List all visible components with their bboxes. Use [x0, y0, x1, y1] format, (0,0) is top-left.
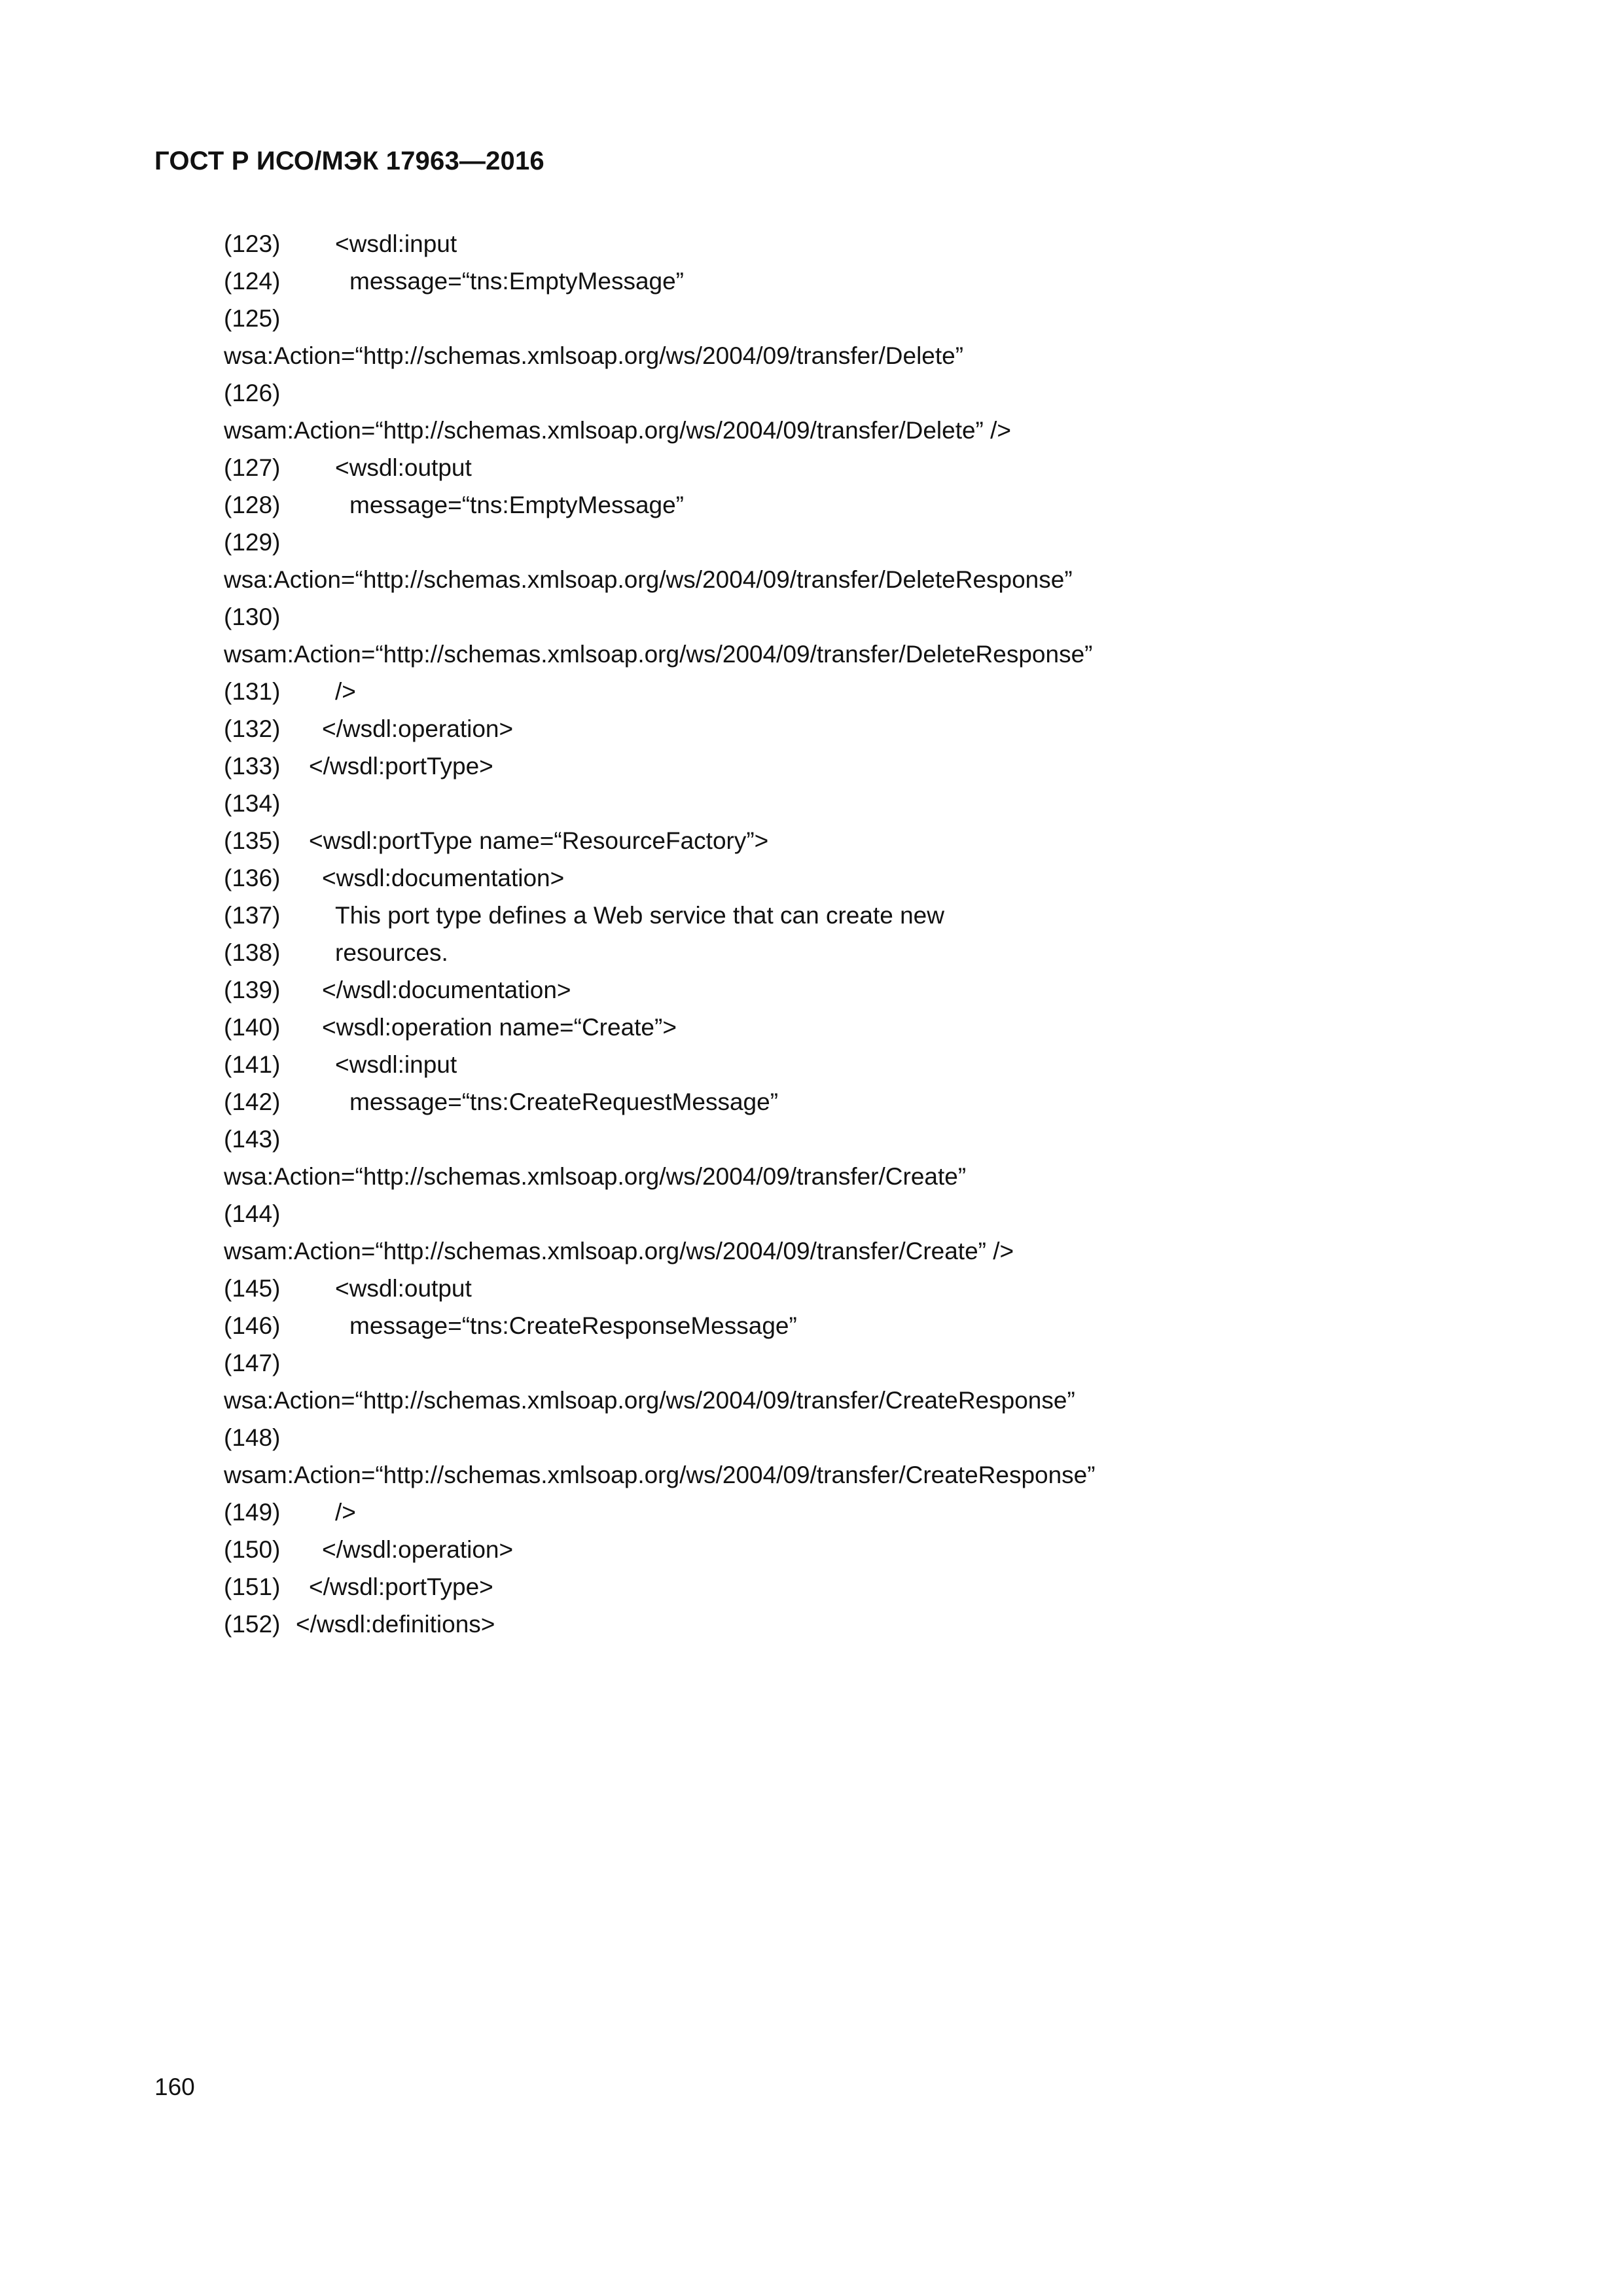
code-line-continuation [224, 1382, 1533, 1419]
code-line: (144) [224, 1200, 281, 1227]
code-line-continuation [224, 1456, 1533, 1494]
code-line: (134) [224, 790, 281, 817]
code-line: (137) This port type defines a Web service that can create new [224, 897, 1533, 934]
line-text: <wsdl:output [335, 1275, 472, 1302]
code-line: (133) </wsdl:portType> [224, 747, 1533, 785]
line-text: wsa:Action=“http://schemas.xmlsoap.org/ws/2004/09/transfer/Create” [224, 1163, 967, 1190]
code-listing [224, 225, 1533, 1643]
code-line: (125) [224, 305, 281, 332]
line-text: message=“tns:EmptyMessage” [349, 492, 685, 518]
code-line: (129) [224, 529, 281, 556]
line-text: </wsdl:documentation> [322, 977, 571, 1003]
line-text: message=“tns:CreateRequestMessage” [349, 1088, 779, 1115]
code-line: (132) </wsdl:operation> [224, 710, 1533, 747]
code-line: (151) </wsdl:portType> [224, 1568, 1533, 1605]
code-line: (130) [224, 603, 281, 630]
document-header-title: ГОСТ Р ИСО/МЭК 17963—2016 [154, 147, 544, 175]
line-text: wsam:Action=“http://schemas.xmlsoap.org/ws/2004/09/transfer/Create” /> [224, 1238, 1014, 1265]
line-text: <wsdl:portType name=“ResourceFactory”> [309, 827, 769, 854]
line-text: wsa:Action=“http://schemas.xmlsoap.org/ws/2004/09/transfer/DeleteResponse” [224, 566, 1073, 593]
line-text: </wsdl:operation> [322, 715, 514, 742]
code-line: (143) [224, 1126, 281, 1153]
code-line: (141) <wsdl:input [224, 1046, 1533, 1083]
line-text: wsam:Action=“http://schemas.xmlsoap.org/ws/2004/09/transfer/Delete” /> [224, 417, 1012, 444]
code-line: (142) message=“tns:CreateRequestMessage” [224, 1083, 1533, 1121]
code-line-continuation [224, 636, 1533, 673]
code-line: (139) </wsdl:documentation> [224, 971, 1533, 1009]
line-text: message=“tns:CreateResponseMessage” [349, 1312, 797, 1339]
code-line: (152) </wsdl:definitions> [224, 1605, 1533, 1643]
line-text: wsa:Action=“http://schemas.xmlsoap.org/ws/2004/09/transfer/CreateResponse” [224, 1387, 1075, 1414]
code-line: (150) </wsdl:operation> [224, 1531, 1533, 1568]
code-line: (123) <wsdl:input [224, 225, 1533, 262]
line-text: </wsdl:operation> [322, 1536, 514, 1563]
code-line-continuation [224, 337, 1533, 374]
page-number: 160 [154, 2073, 195, 2100]
line-text: wsa:Action=“http://schemas.xmlsoap.org/ws/2004/09/transfer/Delete” [224, 342, 964, 369]
line-text: </wsdl:definitions> [296, 1611, 495, 1638]
code-line: (145) <wsdl:output [224, 1270, 1533, 1307]
code-line: (127) <wsdl:output [224, 449, 1533, 486]
code-line: (146) message=“tns:CreateResponseMessage” [224, 1307, 1533, 1344]
line-text: <wsdl:input [335, 1051, 457, 1078]
line-text: </wsdl:portType> [309, 1573, 493, 1600]
code-line: (140) <wsdl:operation name=“Create”> [224, 1009, 1533, 1046]
code-line-continuation [224, 412, 1533, 449]
line-text: <wsdl:output [335, 454, 472, 481]
code-line: (135) <wsdl:portType name=“ResourceFactory”> [224, 822, 1533, 859]
code-line: (128) message=“tns:EmptyMessage” [224, 486, 1533, 524]
line-text: /> [335, 1499, 356, 1526]
line-text: message=“tns:EmptyMessage” [349, 268, 685, 295]
line-text: </wsdl:portType> [309, 753, 493, 780]
line-text: wsam:Action=“http://schemas.xmlsoap.org/ws/2004/09/transfer/DeleteResponse” [224, 641, 1093, 668]
line-text: This port type defines a Web service that can create new [335, 902, 944, 929]
code-line: (138) resources. [224, 934, 1533, 971]
code-line-continuation [224, 561, 1533, 598]
line-text: <wsdl:input [335, 230, 457, 257]
code-line: (148) [224, 1424, 281, 1451]
code-line: (131) /> [224, 673, 1533, 710]
line-text: resources. [335, 939, 448, 966]
line-text: <wsdl:operation name=“Create”> [322, 1014, 677, 1041]
code-line: (124) message=“tns:EmptyMessage” [224, 262, 1533, 300]
code-line: (147) [224, 1350, 281, 1376]
line-text: wsam:Action=“http://schemas.xmlsoap.org/ws/2004/09/transfer/CreateResponse” [224, 1462, 1096, 1488]
code-line-continuation [224, 1158, 1533, 1195]
code-line-continuation [224, 1232, 1533, 1270]
code-line: (126) [224, 380, 281, 406]
code-line: (136) <wsdl:documentation> [224, 859, 1533, 897]
code-line: (149) /> [224, 1494, 1533, 1531]
line-text: <wsdl:documentation> [322, 865, 565, 891]
line-text: /> [335, 678, 356, 705]
